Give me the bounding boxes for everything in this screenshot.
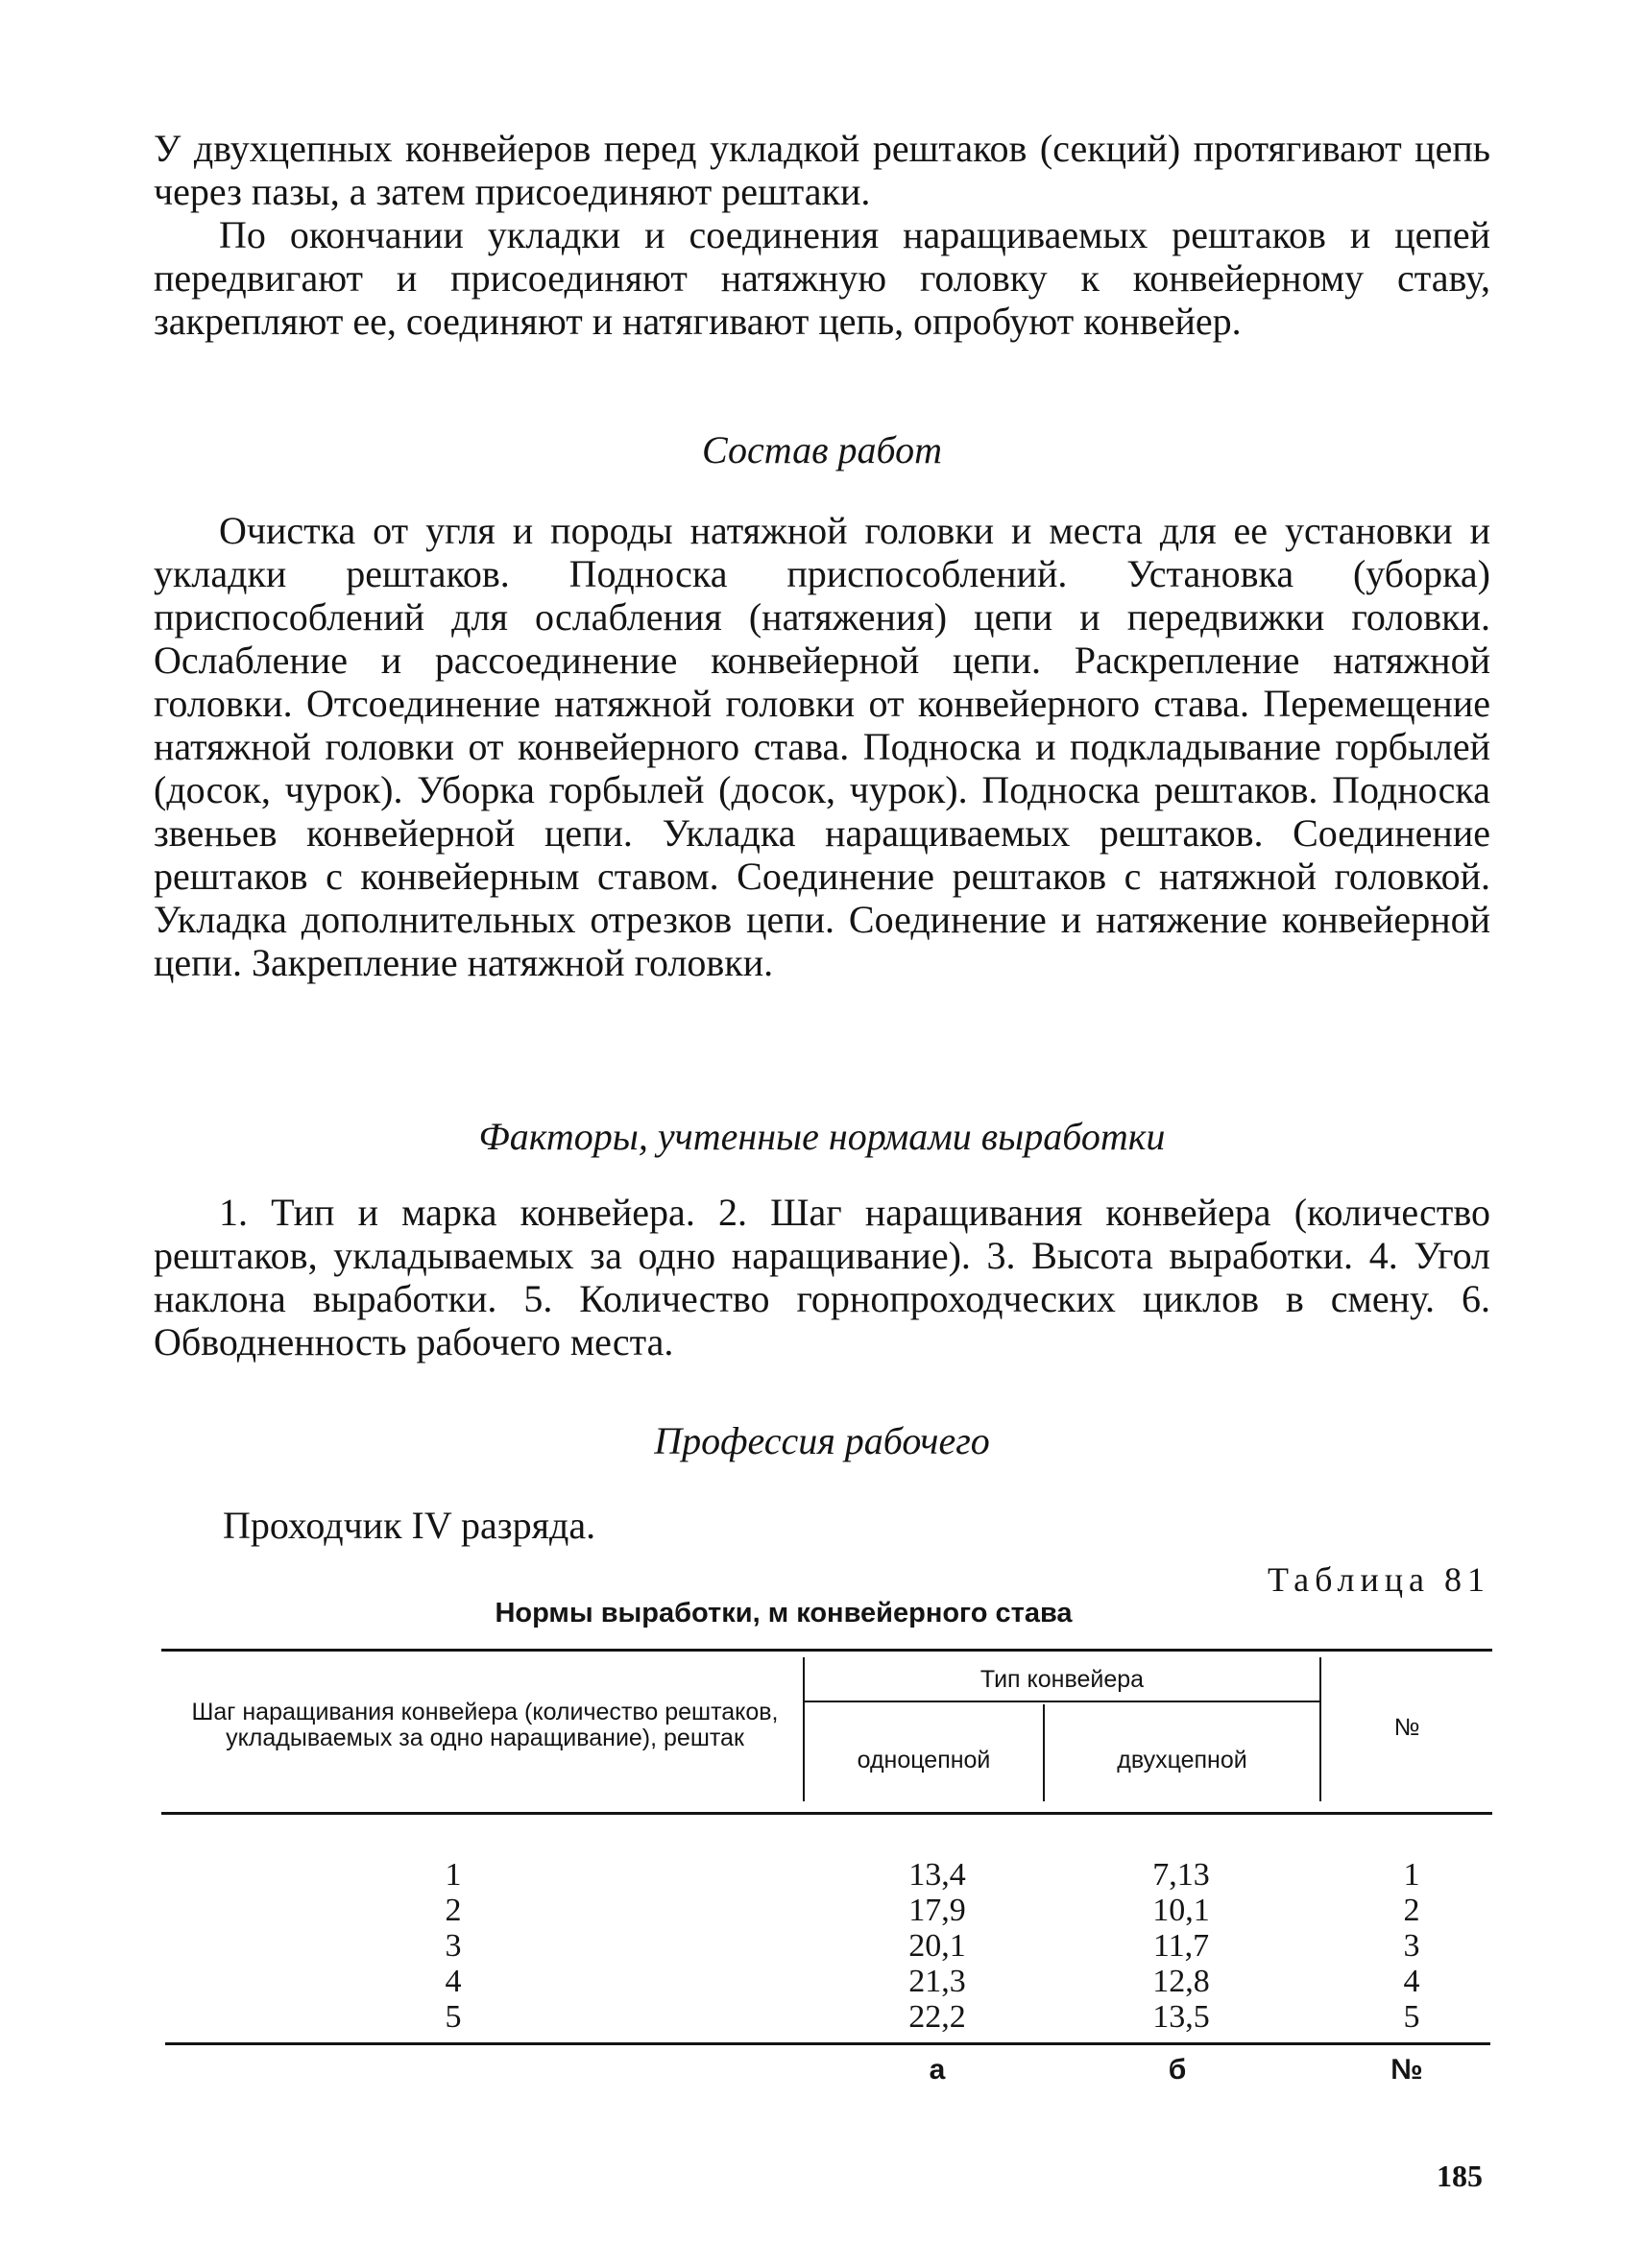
section-heading-work-composition: Состав работ [702, 428, 942, 471]
table-footer-b: б [1168, 2054, 1187, 2086]
profession-text: Проходчик IV разряда. [223, 1504, 596, 1547]
table-cell-num: 4 [1403, 1964, 1420, 1999]
table-cell-step: 4 [445, 1964, 462, 1999]
table-cell-single: 21,3 [908, 1964, 966, 1999]
table-cell-single: 13,4 [908, 1857, 966, 1893]
table-cell-double: 12,8 [1152, 1964, 1210, 1999]
table-group-rule [805, 1701, 1321, 1702]
table-col-double: двухцепной [1117, 1747, 1247, 1773]
section-work-body [154, 509, 1490, 984]
table-cell-num: 5 [1403, 1999, 1420, 2035]
work-composition-text: Очистка от угля и породы натяжной головки и места для ее установки и укладки рештаков. Подноска приспособлений. Установка (уборка) приспособлений для ослабления (натяжения) цепи и передвижки головки. Ослабление и рассоединение конвейерной цепи. Раскрепление натяжной головки. Отсоединение натяжной головки от конвейерного става. Перемещение натяжной головки от конвейерного става. Подноска и подкладывание горбылей (досок, чурок). Уборка горбылей (досок, чурок). Подноска рештаков. Подноска звеньев конвейерной цепи. Укладка наращиваемых рештаков. Соединение рештаков с конвейерным ставом. Соединение рештаков с натяжной головкой. Укладка дополнительных отрезков цепи. Соединение и натяжение конвейерной цепи. Закрепление натяжной головки. [154, 509, 1490, 984]
section-factors-heading-wrap [154, 1114, 1490, 1171]
section-heading-profession: Профессия рабочего [654, 1419, 990, 1462]
table-num-header: № [1393, 1714, 1420, 1741]
table-group-header: Тип конвейера [979, 1666, 1145, 1693]
section-factors-body [154, 1191, 1490, 1363]
section-profession-heading-wrap [154, 1418, 1490, 1476]
table-cell-single: 17,9 [908, 1893, 966, 1928]
table-cell-num: 2 [1403, 1893, 1420, 1928]
intro-paragraph-2: По окончании укладки и соединения наращиваемых рештаков и цепей передвигают и присоединяют натяжную головку к конвейерному ставу, закрепляют ее, соединяют и натягивают цепь, опробуют конвейер. [154, 213, 1490, 343]
table-cell-single: 22,2 [908, 1999, 966, 2035]
table-cell-double: 10,1 [1152, 1893, 1210, 1928]
table-footer-num: № [1390, 2054, 1423, 2086]
factors-text: 1. Тип и марка конвейера. 2. Шаг наращивания конвейера (количество рештаков, укладываемых за одно наращивание). 3. Высота выработки. 4. Угол наклона выработки. 5. Количество горнопроходческих циклов в смену. 6. Обводненность рабочего места. [154, 1191, 1490, 1363]
table-top-rule [161, 1649, 1492, 1652]
table-header-rule [161, 1812, 1492, 1815]
table-title: Нормы выработки, м конвейерного става [495, 1598, 1073, 1629]
table-cell-num: 1 [1403, 1857, 1420, 1893]
page-number: 185 [1437, 2159, 1483, 2193]
table-cell-step: 1 [445, 1857, 462, 1893]
section-work-heading-wrap [154, 427, 1490, 485]
table-footer-a: а [929, 2054, 946, 2086]
table-cell-step: 3 [445, 1928, 462, 1964]
table-cell-step: 2 [445, 1893, 462, 1928]
table-cell-double: 13,5 [1152, 1999, 1210, 2035]
table-cell-step: 5 [445, 1999, 462, 2035]
intro-block [154, 127, 1490, 343]
table-cell-single: 20,1 [908, 1928, 966, 1964]
section-heading-factors: Факторы, учтенные нормами выработки [478, 1115, 1166, 1158]
table-cell-num: 3 [1403, 1928, 1420, 1964]
table-cell-double: 11,7 [1152, 1928, 1210, 1964]
table-col-single: одноцепной [857, 1747, 991, 1773]
table-label: Таблица 81 [1268, 1560, 1490, 1599]
intro-paragraph-1: У двухцепных конвейеров перед укладкой рештаков (секций) протягивают цепь через пазы, а затем присоединяют рештаки. [154, 127, 1490, 213]
table-row-header: Шаг наращивания конвейера (количество рештаков, укладываемых за одно наращивание), рештак [191, 1699, 779, 1751]
table-cell-double: 7,13 [1152, 1857, 1210, 1893]
table-bottom-rule [165, 2042, 1490, 2045]
